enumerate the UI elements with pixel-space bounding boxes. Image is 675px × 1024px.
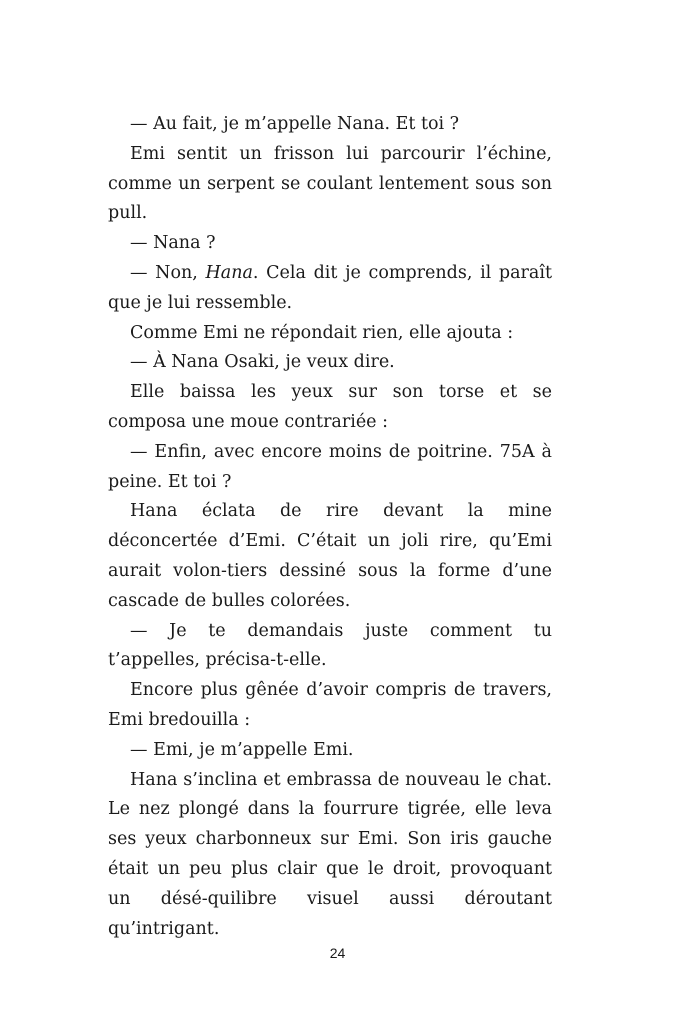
paragraph-6: — À Nana Osaki, je veux dire. <box>130 352 395 373</box>
paragraph-12: — Emi, je m’appelle Emi. <box>130 739 354 760</box>
paragraph-11: Encore plus gênée d’avoir compris de travers, Emi bredouilla : <box>108 680 552 730</box>
paragraph-5: Comme Emi ne répondait rien, elle ajouta : <box>130 322 514 343</box>
paragraph-10: — Je te demandais juste comment tu t’appelles, précisa-t-elle. <box>108 620 552 671</box>
paragraph-3: — Nana ? <box>130 233 216 254</box>
paragraph-4-rest: Cela dit je comprends, il paraît que je lui ressemble. <box>108 262 552 313</box>
page-number: 24 <box>329 945 346 961</box>
paragraph-9: Hana éclata de rire devant la mine déconcertée d’Emi. C’était un joli rire, qu’Emi aurait volon-tiers dessiné sous la forme d’une cascade de bulles colorées. <box>108 501 552 611</box>
page-body <box>108 110 552 944</box>
paragraph-1: — Au fait, je m’appelle Nana. Et toi ? <box>130 114 460 134</box>
paragraph-4-dot: . <box>252 262 267 283</box>
paragraph-4-prefix: — Non, <box>130 262 206 283</box>
paragraph-8: — Enfin, avec encore moins de poitrine. 75A à peine. Et toi ? <box>108 441 552 492</box>
paragraph-4 <box>108 259 552 319</box>
paragraph-13: Hana s’inclina et embrassa de nouveau le chat. Le nez plongé dans la fourrure tigrée, elle leva ses yeux charbonneux sur Emi. Son iris gauche était un peu plus clair que le droit, provoquant un désé-quilibre visuel aussi déroutant qu’intrigant. <box>108 769 552 939</box>
paragraph-2: Emi sentit un frisson lui parcourir l’échine, comme un serpent se coulant lentement sous son pull. <box>108 143 552 224</box>
paragraph-7: Elle baissa les yeux sur son torse et se composa une moue contrariée : <box>108 382 552 432</box>
paragraph-4-italic-name: Hana <box>205 262 253 283</box>
